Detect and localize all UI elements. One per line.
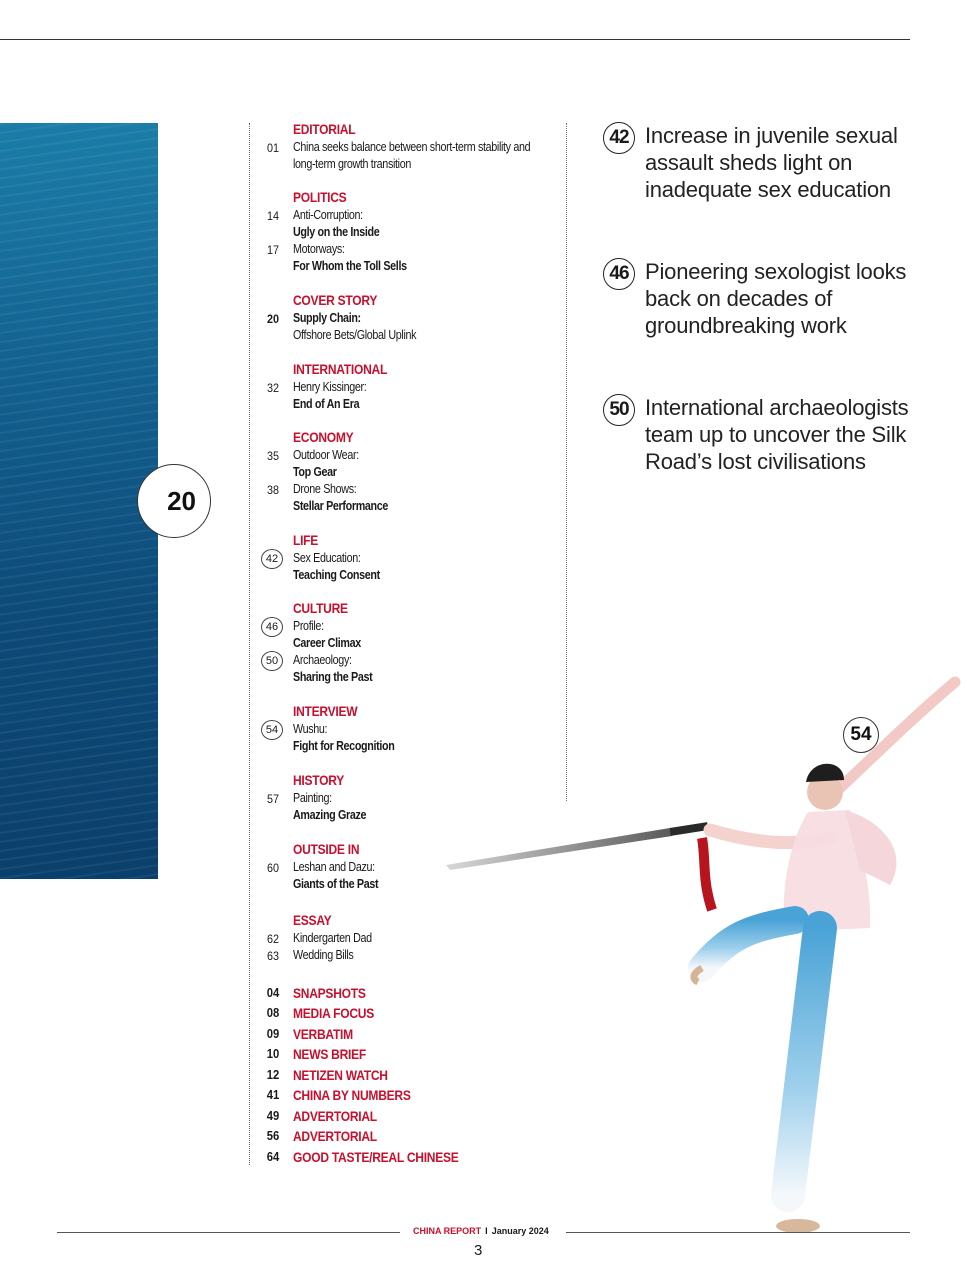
entry-line[interactable]: Kindergarten Dad (293, 931, 372, 945)
misc-title[interactable]: ADVERTORIAL (293, 1128, 377, 1144)
feature-page-badge: 50 (603, 394, 635, 426)
misc-title[interactable]: CHINA BY NUMBERS (293, 1087, 411, 1103)
entry-line[interactable]: China seeks balance between short-term stability and (293, 140, 531, 154)
entry-line[interactable]: Henry Kissinger: (293, 380, 367, 394)
page-number: 14 (266, 209, 280, 223)
entry-line[interactable]: Profile: (293, 619, 324, 633)
section-title: INTERVIEW (293, 703, 358, 719)
section-title: OUTSIDE IN (293, 841, 360, 857)
page-number: 63 (266, 949, 280, 963)
entry-title[interactable]: Stellar Performance (293, 499, 389, 513)
footer-issue: January 2024 (491, 1226, 549, 1236)
page-number: 32 (266, 381, 280, 395)
footer-masthead (413, 1226, 549, 1236)
entry-title[interactable]: Top Gear (293, 465, 337, 479)
page-number-circled: 50 (261, 651, 283, 671)
cover-ocean-image (0, 123, 158, 879)
entry-line[interactable]: Painting: (293, 791, 332, 805)
entry-line[interactable]: Motorways: (293, 242, 345, 256)
entry-line[interactable]: Sex Education: (293, 551, 361, 565)
entry-line[interactable]: Wushu: (293, 722, 328, 736)
page-number: 38 (266, 483, 280, 497)
feature-headline: Increase in juvenile sexual assault sheds light on inadequate sex education (645, 123, 898, 202)
section-title: ESSAY (293, 912, 332, 928)
page-number: 41 (266, 1088, 280, 1102)
top-rule (0, 39, 910, 40)
feature-headline: Pioneering sexologist looks back on decades of groundbreaking work (645, 259, 907, 338)
feature-page-badge: 46 (603, 258, 635, 290)
page-number: 08 (266, 1006, 280, 1020)
entry-title[interactable]: Career Climax (293, 636, 361, 650)
misc-title[interactable]: MEDIA FOCUS (293, 1005, 375, 1021)
misc-title[interactable]: ADVERTORIAL (293, 1108, 377, 1124)
page-number: 35 (266, 449, 280, 463)
feature-page-badge: 42 (603, 122, 635, 154)
entry-title[interactable]: Ugly on the Inside (293, 225, 380, 239)
page-number-footer: 3 (474, 1242, 483, 1259)
footer-separator: I (485, 1226, 488, 1236)
misc-title[interactable]: NETIZEN WATCH (293, 1067, 388, 1083)
page-number: 62 (266, 932, 280, 946)
cover-page-badge: 20 (137, 464, 211, 538)
page-number: 04 (266, 986, 280, 1000)
page-number: 49 (266, 1109, 280, 1123)
section-title: EDITORIAL (293, 121, 356, 137)
entry-line[interactable]: Drone Shows: (293, 482, 357, 496)
page-number: 09 (266, 1027, 280, 1041)
section-title: HISTORY (293, 772, 345, 788)
page-number: 60 (266, 861, 280, 875)
page-number-circled: 54 (261, 720, 283, 740)
footer-brand: CHINA REPORT (413, 1226, 482, 1236)
wushu-dancer-image (440, 670, 967, 1245)
footer-rule-left (57, 1232, 400, 1233)
section-title: ECONOMY (293, 429, 354, 445)
page-number-circled: 46 (261, 617, 283, 637)
entry-title[interactable]: Sharing the Past (293, 670, 373, 684)
page-number: 12 (266, 1068, 280, 1082)
section-title: INTERNATIONAL (293, 361, 388, 377)
entry-title[interactable]: End of An Era (293, 397, 360, 411)
entry-title[interactable]: Giants of the Past (293, 877, 379, 891)
page-number: 01 (266, 141, 280, 155)
entry-title[interactable]: Teaching Consent (293, 568, 380, 582)
misc-title[interactable]: NEWS BRIEF (293, 1046, 367, 1062)
page-number: 57 (266, 792, 280, 806)
section-title: CULTURE (293, 600, 348, 616)
entry-title[interactable]: Amazing Graze (293, 808, 367, 822)
page-number: 17 (266, 243, 280, 257)
misc-title[interactable]: VERBATIM (293, 1026, 353, 1042)
entry-line[interactable]: long-term growth transition (293, 157, 411, 171)
entry-title[interactable]: Fight for Recognition (293, 739, 395, 753)
feature-headline: International archaeologists team up to uncover the Silk Road’s lost civilisations (645, 395, 909, 474)
entry-line[interactable]: Wedding Bills (293, 948, 354, 962)
entry-line[interactable]: Anti-Corruption: (293, 208, 363, 222)
page-number: 10 (266, 1047, 280, 1061)
footer-rule-right (566, 1232, 910, 1233)
section-title: POLITICS (293, 189, 347, 205)
entry-line[interactable]: Supply Chain: (293, 311, 361, 325)
page-number: 56 (266, 1129, 280, 1143)
page-number: 20 (266, 312, 280, 326)
entry-line[interactable]: Offshore Bets/Global Uplink (293, 328, 417, 342)
wushu-page-badge: 54 (843, 717, 879, 753)
section-title: LIFE (293, 532, 319, 548)
page-number-circled: 42 (261, 549, 283, 569)
entry-title[interactable]: For Whom the Toll Sells (293, 259, 407, 273)
entry-line[interactable]: Outdoor Wear: (293, 448, 359, 462)
misc-title[interactable]: SNAPSHOTS (293, 985, 366, 1001)
entry-line[interactable]: Archaeology: (293, 653, 352, 667)
page-number: 64 (266, 1150, 280, 1164)
entry-line[interactable]: Leshan and Dazu: (293, 860, 375, 874)
misc-title[interactable]: GOOD TASTE/REAL CHINESE (293, 1149, 459, 1165)
section-title: COVER STORY (293, 292, 378, 308)
